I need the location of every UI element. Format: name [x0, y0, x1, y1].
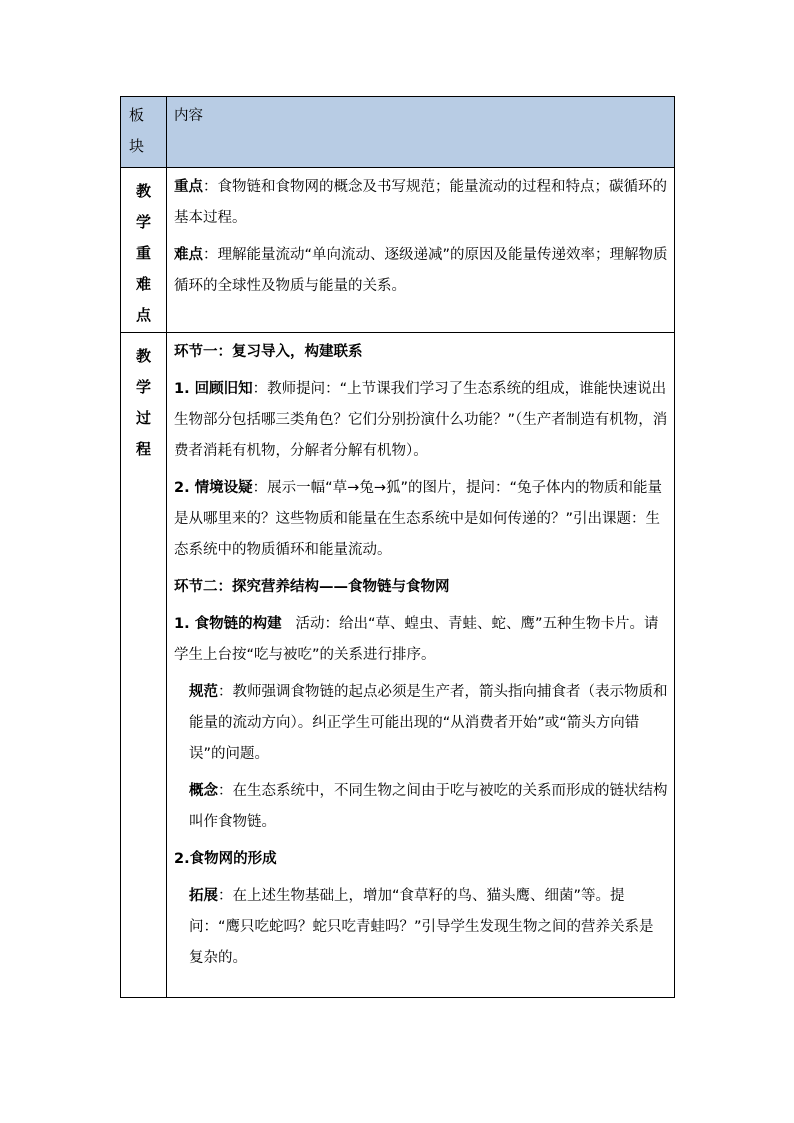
table-header-row — [121, 97, 675, 168]
scenario-text: ：展示一幅“草→兔→狐”的图片，提问：“兔子体内的物质和能量是从哪里来的？这些物质和能量在生态系统中是如何传递的？”引出课题：生态系统中的物质循环和能量流动。 — [174, 480, 662, 558]
lesson-plan-table — [120, 96, 675, 998]
norm-paragraph — [174, 677, 668, 770]
norm-text: ：教师强调食物链的起点必须是生产者，箭头指向捕食者（表示物质和能量的流动方向）。纠正学生可能出现的“从消费者开始”或“箭头方向错误”的问题。 — [189, 684, 668, 762]
header-cell-content — [167, 97, 675, 168]
key-points-text: ：食物链和食物网的概念及书写规范；能量流动的过程和特点；碳循环的基本过程。 — [174, 179, 667, 226]
food-chain-paragraph — [174, 609, 668, 671]
row-content-cell — [167, 168, 675, 333]
scenario-paragraph — [174, 473, 668, 566]
table-row — [121, 168, 675, 333]
food-web-title: 2.食物网的形成 — [174, 851, 277, 867]
difficulties-label: 难点 — [174, 247, 203, 263]
row-label-process: 教学过程 — [135, 347, 151, 458]
header-section-label: 板块 — [129, 106, 145, 155]
review-text: ：教师提问：“上节课我们学习了生态系统的组成，谁能快速说出生物部分包括哪三类角色？它们分别扮演什么功能？”（生产者制造有机物，消费者消耗有机物，分解者分解有机物）。 — [174, 381, 668, 459]
extension-label: 拓展 — [189, 888, 218, 904]
step2-title: 环节二：探究营养结构——食物链与食物网 — [174, 579, 450, 595]
row-content-cell — [167, 333, 675, 998]
row-label-cell — [121, 168, 167, 333]
row-label-key-points: 教学重难点 — [135, 182, 151, 324]
review-label: 1. 回顾旧知 — [174, 381, 253, 397]
key-points-label: 重点 — [174, 179, 203, 195]
key-points-paragraph — [174, 172, 668, 234]
extension-text: ：在上述生物基础上，增加“食草籽的鸟、猫头鹰、细菌”等。提问：“鹰只吃蛇吗？蛇只吃青蛙吗？”引导学生发现生物之间的营养关系是复杂的。 — [189, 888, 654, 966]
concept-text: ：在生态系统中，不同生物之间由于吃与被吃的关系而形成的链状结构叫作食物链。 — [189, 783, 668, 830]
food-chain-label: 1. 食物链的构建 — [174, 616, 282, 632]
difficulties-paragraph — [174, 240, 668, 302]
row-label-cell — [121, 333, 167, 998]
header-content-label: 内容 — [174, 108, 203, 124]
scenario-label: 2. 情境设疑 — [174, 480, 253, 496]
concept-paragraph — [174, 776, 668, 838]
extension-paragraph — [174, 881, 668, 974]
table-row — [121, 333, 675, 998]
norm-label: 规范 — [189, 684, 218, 700]
review-paragraph — [174, 374, 668, 467]
concept-label: 概念 — [189, 783, 218, 799]
difficulties-text: ：理解能量流动“单向流动、逐级递减”的原因及能量传递效率；理解物质循环的全球性及物质与能量的关系。 — [174, 247, 668, 294]
food-chain-text: 活动：给出“草、蝗虫、青蛙、蛇、鹰”五种生物卡片。请学生上台按“吃与被吃”的关系进行排序。 — [174, 616, 659, 663]
step1-title: 环节一：复习导入，构建联系 — [174, 344, 363, 360]
header-cell-section — [121, 97, 167, 168]
